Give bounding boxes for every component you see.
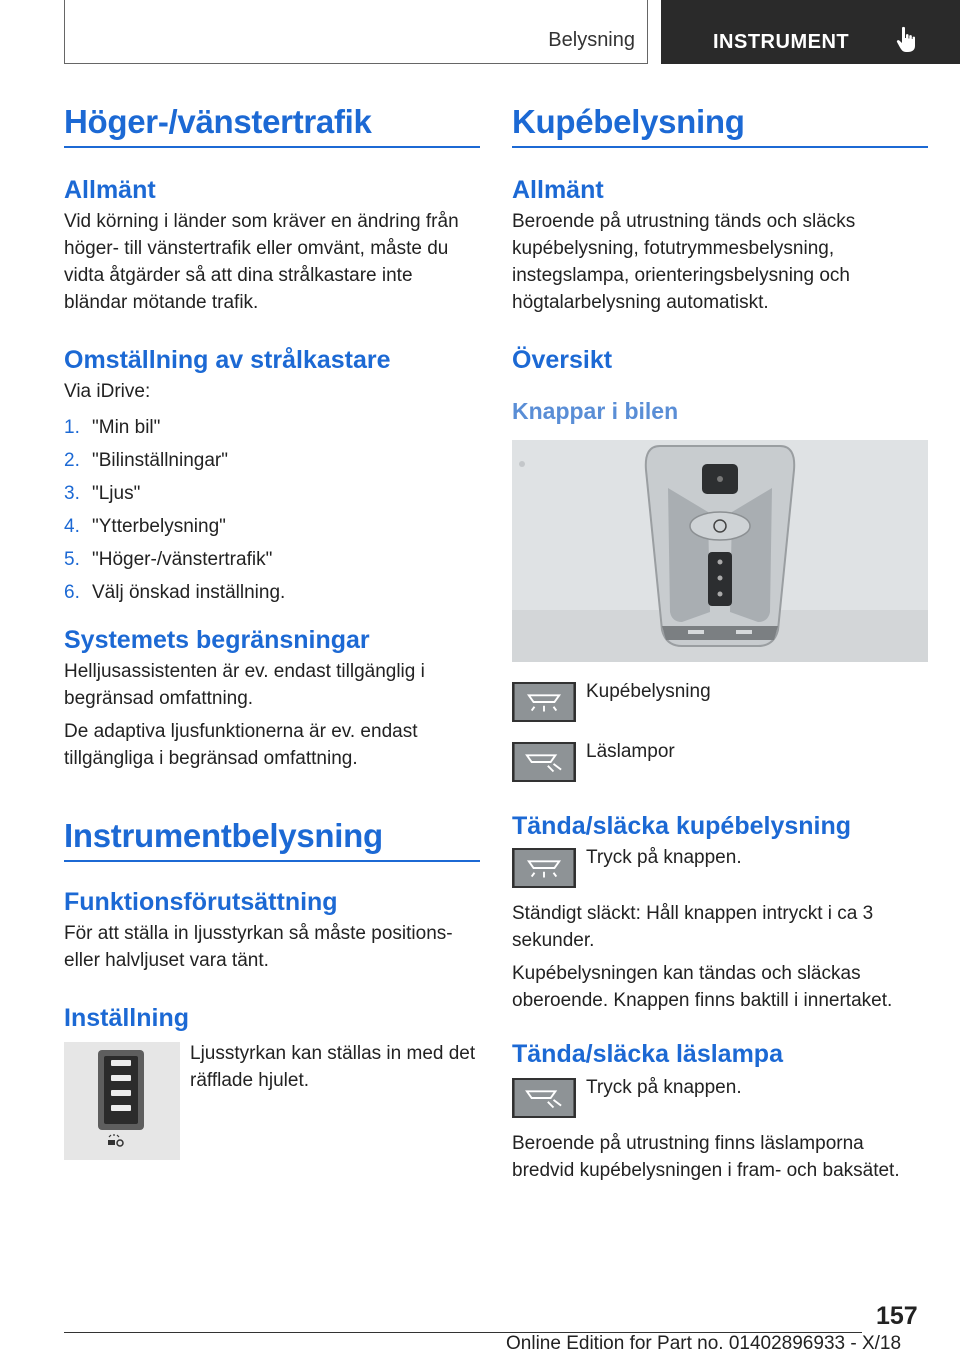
begransningar-paragraph-1: Helljusassistenten är ev. endast tillgänglig i begränsad omfattning. (64, 661, 425, 709)
kupe-oberoende-paragraph: Kupébelysningen kan tändas och släckas oberoende. Knappen finns baktill i innertaket. (512, 963, 893, 1011)
funktion-paragraph: För att ställa in ljusstyrkan så måste positions- eller halvljuset vara tänt. (64, 923, 453, 971)
laslampor-legend-row (512, 742, 928, 782)
kupebelysning-legend-row (512, 682, 928, 722)
heading-allmant-right: Allmänt (512, 176, 604, 204)
heading-knappar-i-bilen: Knappar i bilen (512, 398, 679, 424)
list-item: 1. "Min bil" (64, 417, 161, 438)
installning-paragraph: Ljusstyrkan kan ställas in med det räfflade hjulet. (190, 1043, 476, 1091)
allmant-right-paragraph: Beroende på utrustning tänds och släcks kupébelysning, fotutrymmesbelysning, instegslampa, orienteringsbelysning och högtalarbelysning automatiskt. (512, 211, 856, 313)
begransningar-paragraph-2: De adaptiva ljusfunktionerna är ev. endast tillgängliga i begränsad omfattning. (64, 721, 418, 769)
list-item: 5. "Höger-/vänstertrafik" (64, 549, 273, 570)
dimmer-wheel-image (64, 1042, 180, 1160)
reading-light-icon (512, 1078, 576, 1118)
beroende-laslampor-paragraph: Beroende på utrustning finns läslamporna bredvid kupébelysningen i fram- och baksätet. (512, 1133, 900, 1181)
heading-kupebelysning: Kupébelysning (512, 103, 745, 140)
list-item: 6. Välj önskad inställning. (64, 582, 286, 603)
left-column (64, 100, 480, 1160)
header-chapter-title: INSTRUMENT (713, 31, 850, 53)
list-item: 2. "Bilinställningar" (64, 450, 228, 471)
standigt-slackt-paragraph: Ständigt släckt: Håll knappen intryckt i ca 3 sekunder. (512, 903, 874, 951)
reading-light-icon (512, 742, 576, 782)
heading-funktionsforutsattning: Funktionsförutsättning (64, 888, 338, 916)
tanda-las-row (512, 1078, 928, 1118)
hand-pointer-icon (895, 26, 919, 54)
roof-console-image (512, 440, 928, 662)
heading-instrumentbelysning: Instrumentbelysning (64, 817, 383, 854)
laslampor-label: Läslampor (586, 741, 675, 762)
header-section-box (64, 0, 648, 64)
heading-tanda-slacka-kupebelysning: Tända/släcka kupébelysning (512, 812, 852, 840)
idrive-steps-list (64, 414, 480, 606)
allmant-paragraph: Vid körning i länder som kräver en ändring från höger- till vänstertrafik eller omvänt, måste du vidta åtgärder så att dina strålkastare inte bländar mötande trafik. (64, 211, 459, 313)
header-chapter-tab[interactable] (661, 0, 960, 64)
tryck-pa-knappen-2: Tryck på knappen. (586, 1077, 742, 1098)
header-section-title: Belysning (548, 29, 635, 51)
list-item: 4. "Ytterbelysning" (64, 516, 226, 537)
heading-hoger-vanstertrafik: Höger-/vänstertrafik (64, 103, 372, 140)
page-number: 157 (876, 1302, 918, 1330)
heading-tanda-slacka-laslampa: Tända/släcka läslampa (512, 1040, 783, 1068)
interior-light-icon (512, 848, 576, 888)
heading-allmant: Allmänt (64, 176, 156, 204)
heading-rule (64, 146, 480, 148)
tryck-pa-knappen-1: Tryck på knappen. (586, 847, 742, 868)
tanda-kupe-row (512, 848, 928, 888)
right-column (512, 100, 928, 1184)
list-item: 3. "Ljus" (64, 483, 141, 504)
edition-footer: Online Edition for Part no. 01402896933 - X/18 (506, 1333, 902, 1354)
heading-installning: Inställning (64, 1004, 189, 1032)
interior-light-icon (512, 682, 576, 722)
kupebelysning-label: Kupébelysning (586, 681, 711, 702)
via-idrive-text: Via iDrive: (64, 381, 151, 402)
heading-systemets-begransningar: Systemets begränsningar (64, 626, 370, 654)
heading-rule (64, 860, 480, 862)
heading-rule (512, 146, 928, 148)
dimmer-wheel-row (64, 1042, 480, 1160)
heading-oversikt: Översikt (512, 346, 613, 374)
heading-omstallning: Omställning av strålkastare (64, 346, 391, 374)
